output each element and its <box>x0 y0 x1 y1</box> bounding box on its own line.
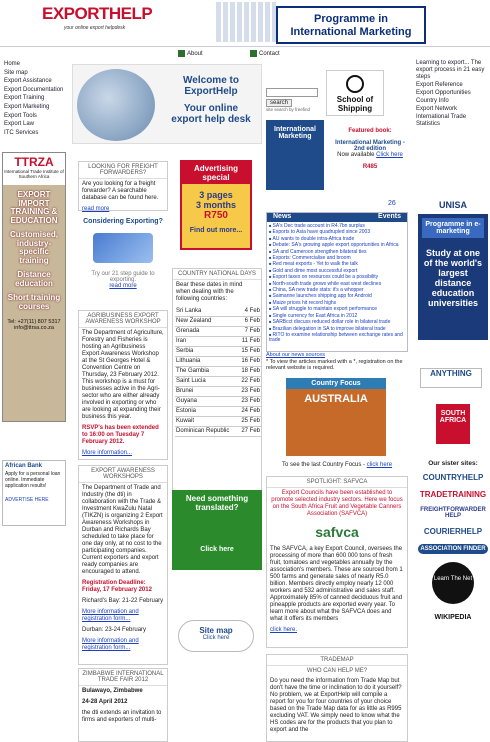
left-nav <box>4 60 66 137</box>
sitemap-l1: Site map <box>199 626 233 635</box>
natday-row <box>175 357 261 367</box>
natday-date: 7 Feb <box>238 327 261 337</box>
logo-help: HELP <box>108 4 153 23</box>
news-item[interactable]: ■ SA and Cameroon strengthen bilateral ties <box>269 249 405 255</box>
unisa-prog: Programme in e-marketing <box>422 218 484 238</box>
ttrza-line3: Distance education <box>15 270 53 288</box>
safvca-body: The SAFVCA, a key Export Council, oversees the processing of more than 600 000 tons of fresh fruit, tomatoes and vegetables annually by the association's members. These are sourced from 1 500 farms and generate sales of nearly R5.0 billion. Members directly employ nearly 12 000 workers and 532 administrative and sales staff. Approximately 85% of canned deciduous fruit and pineapple products are exported every year. To learn more about what the SAFVCA does and what it offers its members <box>270 546 403 622</box>
agri-body: The Department of Agriculture, Forestry and Fisheries is hosting an Agribusiness Export Awareness Workshop at the St Georges Hotel & Convention Centre on Thursday, 23 February 2012. This workshop is a must for businesses active in the Agri-sector who are either already involved in exporting or who are looking at expanding their business this year. <box>82 330 164 420</box>
safvca-intro: Export Councils have been established to promote selected industry sectors. Here we focus on the South Africa Fruit and Vegetable Canners Association (SAFVCA) <box>271 490 403 517</box>
rnav-learning[interactable]: Learning to export... The export process in 21 easy steps <box>416 60 485 80</box>
news-tab[interactable]: News <box>273 213 292 220</box>
nav-export-training[interactable]: Export Training <box>4 95 45 102</box>
news-item[interactable]: ■ Maize prices hit record highs <box>269 300 405 306</box>
rnav-export-opportunities[interactable]: Export Opportunities <box>416 90 471 96</box>
zimb-body: the dti extends an invitation to firms and exporters of multi- <box>82 710 162 723</box>
country-focus-ad[interactable] <box>286 378 386 456</box>
nav-export-law[interactable]: Export Law <box>4 121 35 128</box>
natday-date: 23 Feb <box>238 387 261 397</box>
welcome-banner <box>72 64 262 144</box>
translation-ad[interactable] <box>172 490 262 570</box>
natday-row <box>175 407 261 417</box>
featured-label: Featured book: <box>348 128 392 134</box>
safvca-logo: safvca <box>315 524 359 540</box>
welcome-l2: ExportHelp <box>184 86 238 97</box>
unisa-text: Study at one of the world's largest distance education universities <box>423 248 483 308</box>
sa-label: SOUTH AFRICA <box>439 410 467 424</box>
about-label: About <box>187 51 203 58</box>
natday-country: Brunei <box>175 387 238 397</box>
needsth-l2: Click here <box>200 546 234 553</box>
search-input[interactable] <box>266 88 318 97</box>
natday-row <box>175 367 261 377</box>
natday-row <box>175 327 261 337</box>
right-nav <box>416 60 490 129</box>
natday-date: 18 Feb <box>238 367 261 377</box>
considering-read-more[interactable]: read more <box>109 283 137 289</box>
natday-country: Guyana <box>175 397 238 407</box>
natday-country: Sri Lanka <box>175 307 238 317</box>
contact-label: Contact <box>259 51 280 58</box>
anchor-icon <box>346 75 364 93</box>
anything-ad[interactable] <box>420 368 482 388</box>
school-of-shipping-ad[interactable] <box>326 70 384 116</box>
ttrza-logo <box>3 153 65 185</box>
sisters-title: Our sister sites: <box>428 460 478 467</box>
news-item[interactable]: ■ Exports: Commercialise and broom <box>269 255 405 261</box>
trademap-box <box>266 654 408 742</box>
news-box <box>266 212 408 352</box>
freight-body: Are you looking for a freight forwarder? A searchable database can be found here. <box>82 181 159 201</box>
search-button[interactable]: search <box>266 99 292 107</box>
natday-row <box>175 317 261 327</box>
natday-date: 15 Feb <box>238 347 261 357</box>
programme-line1: Programme in <box>314 13 388 25</box>
logo-main: EXPORT <box>42 4 109 23</box>
zimb-title: ZIMBABWE INTERNATIONAL TRADE FAIR 2012 <box>79 669 167 686</box>
natday-country: Grenada <box>175 327 238 337</box>
header-grid-decoration <box>216 2 276 42</box>
natdays-table <box>175 307 261 437</box>
natdays-title: COUNTRY NATIONAL DAYS <box>173 269 261 280</box>
nav-export-documentation[interactable]: Export Documentation <box>4 86 64 93</box>
anything-label: ANYTHING <box>430 369 472 378</box>
natday-date: 4 Feb <box>238 307 261 317</box>
adspec-l2: 3 pages <box>199 190 233 200</box>
cfocus-see: To see the last Country Focus - <box>282 462 366 468</box>
ttrza-line4: Short training courses <box>7 293 61 311</box>
natday-row <box>175 377 261 387</box>
sitemap-ad[interactable] <box>178 620 254 652</box>
nav-export-tools[interactable]: Export Tools <box>4 112 37 119</box>
cfocus-click-link[interactable]: click here <box>366 462 393 468</box>
nav-itc-services[interactable]: ITC Services <box>4 129 39 136</box>
news-item[interactable]: ■ Red meat exports - Yet to walk the talk <box>269 261 405 267</box>
page-number[interactable]: 26 <box>388 200 396 207</box>
book-cover[interactable] <box>266 120 324 190</box>
adspec-l4: R750 <box>204 210 228 221</box>
book-click-link[interactable]: Click here <box>376 152 403 158</box>
considering-title: Considering Exporting? <box>83 218 163 225</box>
rnav-country-info[interactable]: Country Info <box>416 98 449 104</box>
natday-date: 16 Feb <box>238 357 261 367</box>
exaw-rb: Richard's Bay: 21-22 February <box>82 598 164 604</box>
contact-link[interactable] <box>250 50 280 57</box>
about-link[interactable] <box>178 50 203 57</box>
trademap-sub: WHO CAN HELP ME? <box>306 668 368 674</box>
natday-row <box>175 427 261 437</box>
natday-date: 25 Feb <box>238 417 261 427</box>
ttrza-line1: EXPORT IMPORT TRAINING & EDUCATION <box>10 190 58 225</box>
news-item[interactable]: ■ RITO to examine relationship between exchange rates and trade <box>269 332 405 344</box>
header-divider <box>0 46 490 47</box>
agri-more-link[interactable]: More information... <box>82 450 133 456</box>
agri-rsvp: RSVP's has been extended to 16:00 on Tuesday 7 February 2012. <box>82 425 159 445</box>
welcome-l4: export help desk <box>171 114 251 125</box>
unisa-ad[interactable] <box>418 196 488 340</box>
news-item[interactable]: ■ China, SA new trade stats: it's a whopper <box>269 287 405 293</box>
book-avail: Now available <box>337 152 375 158</box>
zimb-place: Bulawayo, Zimbabwe <box>82 688 143 694</box>
freight-title: LOOKING FOR FREIGHT FORWARDERS? <box>79 162 167 179</box>
exporthelp-logo[interactable] <box>42 4 202 38</box>
south-africa-badge[interactable] <box>436 404 470 444</box>
exaw-body: The Department of Trade and Industry (the dti) in collaboration with the Trade & Investment KwaZulu Natal (TIKZN) is organizing 2 Export Awareness Workshops in Durban and Richards Bay scheduled to take place for one day only, at no cost to the participating companies. Current exporters and export ready companies are encouraged to attend. <box>82 485 163 575</box>
see-last-cf <box>282 462 402 468</box>
natday-country: Iran <box>175 337 238 347</box>
book-price: R485 <box>362 164 378 170</box>
afbank-text: Apply for a personal loan online. Immediate application results! <box>5 471 61 489</box>
news-item[interactable]: ■ SA will struggle to maintain export performance <box>269 306 405 312</box>
shipping-l1: School of <box>336 95 374 104</box>
nav-export-assistance[interactable]: Export Assistance <box>4 78 52 85</box>
exaw-db: Durban: 23-24 February <box>82 627 147 633</box>
news-item[interactable]: ■ Gold and dime most successful export <box>269 268 405 274</box>
african-bank-ad[interactable] <box>2 460 66 526</box>
news-header <box>267 213 407 222</box>
ttrza-email[interactable]: info@ttrsa.co.za <box>14 325 54 331</box>
news-item[interactable]: ■ AU wants to double intra-Africa trade <box>269 236 405 242</box>
exaw-deadline: Registration Deadline: Friday, 17 February 2012 <box>82 580 152 593</box>
logo-tagline: your online export helpdesk <box>64 25 126 31</box>
cfocus-title: Country Focus <box>286 378 386 389</box>
adspec-l3: 3 months <box>195 200 236 210</box>
ttrza-title: TTRZA <box>14 155 54 169</box>
news-item[interactable]: ■ Saimanne launches shipping app for Android <box>269 293 405 299</box>
news-item[interactable]: ■ Single currency for East Africa in 2012 <box>269 313 405 319</box>
natday-row <box>175 307 261 317</box>
natday-row <box>175 337 261 347</box>
agri-title: AGRIBUSINESS EXPORT AWARENESS WORKSHOP <box>79 311 167 328</box>
ttrza-ad[interactable] <box>2 152 66 422</box>
sister-courierhelp[interactable]: COURIERHELP <box>423 527 483 536</box>
nav-site-map[interactable]: Site map <box>4 69 28 76</box>
sister-freightforwarder[interactable]: FREIGHTFORWARDER HELP <box>420 507 486 519</box>
natday-date: 6 Feb <box>238 317 261 327</box>
ttrza-tel: Tel: +27(11) 807 5317 <box>7 319 61 325</box>
sister-sites <box>418 460 488 629</box>
rnav-export-network[interactable]: Export Network <box>416 106 458 112</box>
natday-country: Lithuania <box>175 357 238 367</box>
zimbabwe-box <box>78 668 168 742</box>
events-tab[interactable]: Events <box>378 213 401 220</box>
freight-read-more[interactable]: read more <box>82 206 110 212</box>
considering-body: Try our 21 step guide to exporting. <box>91 271 155 283</box>
sister-countryhelp[interactable]: COUNTRYHELP <box>422 473 484 482</box>
news-sources-link[interactable]: About our news sources <box>266 352 326 358</box>
considering-box[interactable] <box>78 218 168 298</box>
puzzle-image <box>93 233 153 263</box>
news-item[interactable]: ■ North-south trade grows while east west declines <box>269 281 405 287</box>
news-item[interactable]: ■ Brazilian delegation in SA to improve bilateral trade <box>269 326 405 332</box>
cfocus-country: AUSTRALIA <box>304 393 368 405</box>
exaw-db-link[interactable]: More information and registration form... <box>82 638 139 651</box>
natday-date: 11 Feb <box>238 337 261 347</box>
rnav-trade-statistics[interactable]: International Trade Statistics <box>416 114 467 127</box>
agri-box <box>78 310 168 460</box>
nav-home[interactable]: Home <box>4 61 21 67</box>
unisa-logo: UNISA <box>418 196 488 214</box>
news-item[interactable]: ■ Export taxes on resources could be a possibility <box>269 274 405 280</box>
search-feed-label: site search by freefind <box>266 107 311 112</box>
natday-date: 23 Feb <box>238 397 261 407</box>
news-item[interactable]: ■ SA's Dec trade account in R4.7bn surplus <box>269 223 405 229</box>
national-days-box <box>172 268 262 508</box>
sitemap-l2: Click here <box>202 635 230 641</box>
welcome-l3: Your online <box>183 103 239 114</box>
natday-row <box>175 397 261 407</box>
news-footer <box>266 352 411 372</box>
natday-country: Estonia <box>175 407 238 417</box>
trademap-body: Do you need the information from Trade Map but don't have the time or inclination to do it yourself? No problem, we at ExportHelp will compile a report for you for four countries of your choice based on the Trade Map data for as little as R995 excluding VAT. We simply need to know what the HS codes are for the products that you plan to export and the <box>270 678 402 733</box>
sister-wikipedia[interactable]: WIKIPEDIA <box>434 614 472 621</box>
book-title: International Marketing - 2nd edition <box>335 140 405 152</box>
natday-country: Dominican Republic <box>175 427 238 437</box>
trademap-title: TRADEMAP <box>267 655 407 666</box>
programme-line2: International Marketing <box>290 26 412 38</box>
export-awareness-box <box>78 465 168 665</box>
natday-date: 24 Feb <box>238 407 261 417</box>
nav-export-marketing[interactable]: Export Marketing <box>4 103 50 110</box>
adspec-l1: Advertising special <box>182 162 250 184</box>
news-note: * To view the articles marked with a *, registration on the relevant website is required. <box>266 358 403 371</box>
sister-association-finder[interactable]: ASSOCIATION FINDER <box>418 544 488 554</box>
safvca-link[interactable]: click here. <box>270 627 298 633</box>
book-cover-title: International Marketing <box>273 126 316 140</box>
safvca-box <box>266 476 408 648</box>
rnav-export-reference[interactable]: Export Reference <box>416 82 463 88</box>
natday-country: Serbia <box>175 347 238 357</box>
sister-learn-the-net[interactable]: Learn The Net <box>432 562 474 604</box>
natdays-intro: Bear these dates in mind when dealing with the following countries: <box>176 282 243 302</box>
globe-image <box>77 69 155 141</box>
safvca-title: SPOTLIGHT: SAFVCA <box>267 477 407 488</box>
sister-tradetraining[interactable]: TRADETRAINING <box>419 490 487 499</box>
search-area <box>266 88 321 112</box>
exaw-rb-link[interactable]: More information and registration form... <box>82 609 139 622</box>
needsth-l1: Need something translated? <box>185 494 249 512</box>
freight-box <box>78 161 168 211</box>
natday-country: New Zealand <box>175 317 238 327</box>
natday-row <box>175 417 261 427</box>
natday-date: 27 Feb <box>238 427 261 437</box>
news-item[interactable]: ■ Debate: SA's growing apple export opportunities in Africa <box>269 242 405 248</box>
advertising-special-ad[interactable] <box>180 160 252 250</box>
shipping-l2: Shipping <box>337 104 373 113</box>
natday-country: The Gambia <box>175 367 238 377</box>
natday-row <box>175 347 261 357</box>
ttrza-sub: International Trade Institute of Southern Africa <box>4 169 64 179</box>
news-item[interactable]: ■ Exports to Asia have quadrupled since 2003 <box>269 229 405 235</box>
natday-row <box>175 387 261 397</box>
news-list <box>267 222 407 345</box>
afbank-name: African Bank <box>5 463 43 469</box>
ttrza-line2: Customised, industry-specific training <box>9 230 58 265</box>
natday-country: Kuwait <box>175 417 238 427</box>
about-icon <box>178 50 185 57</box>
zimb-dates: 24-28 April 2012 <box>82 699 128 705</box>
welcome-l1: Welcome to <box>183 75 239 86</box>
natday-country: Saint Lucia <box>175 377 238 387</box>
natday-date: 22 Feb <box>238 377 261 387</box>
advertise-here-link[interactable]: ADVERTISE HERE <box>5 497 49 503</box>
news-item[interactable]: ■ SARBcct discuss reduced dollar role in bilateral trade <box>269 319 405 325</box>
adspec-l5: Find out more... <box>189 227 243 234</box>
programme-banner[interactable] <box>276 6 426 44</box>
featured-book <box>330 128 410 170</box>
contact-icon <box>250 50 257 57</box>
exaw-title: EXPORT AWARENESS WORKSHOPS <box>79 466 167 483</box>
